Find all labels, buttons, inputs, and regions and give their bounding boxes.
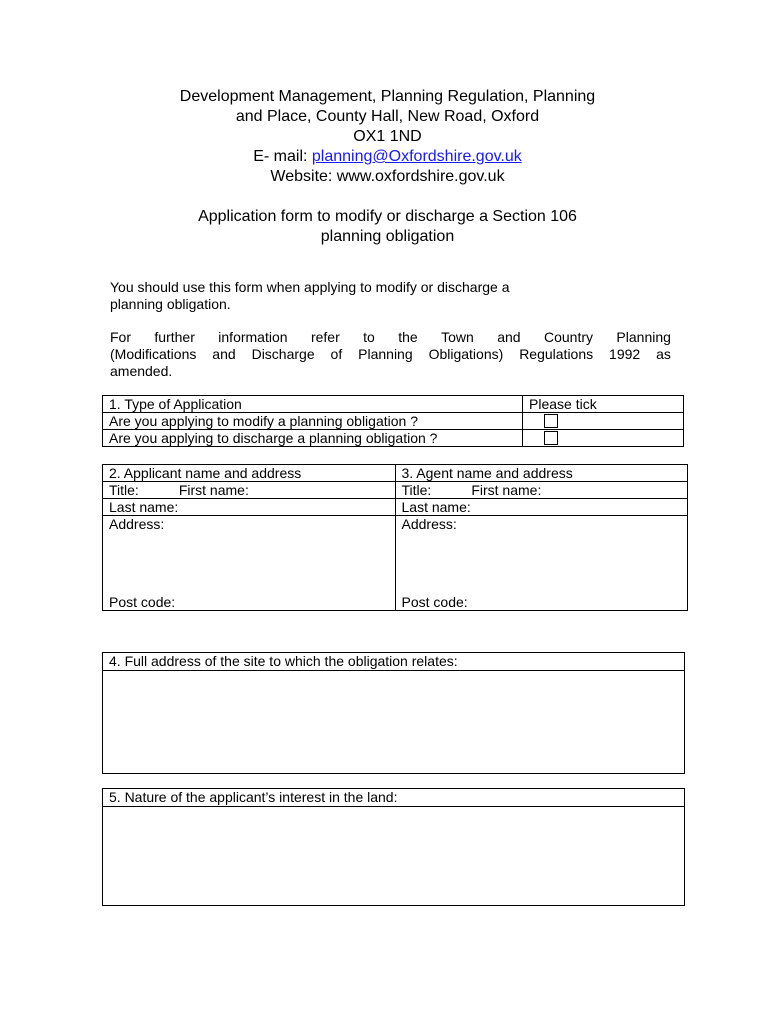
further-word: Planning [358, 346, 413, 362]
form-title-line-2: planning obligation [320, 228, 455, 245]
further-word: further [154, 329, 195, 345]
applicant-agent-table [102, 464, 688, 611]
further-word: and [497, 329, 521, 345]
applicant-last-name-field[interactable]: Last name: [103, 499, 396, 516]
section1-heading: 1. Type of Application [103, 396, 523, 413]
applicant-title-label: Title: [109, 482, 139, 498]
discharge-tick-cell [523, 430, 684, 447]
email-line [100, 147, 675, 167]
further-line-2 [110, 346, 671, 363]
further-word: information [218, 329, 288, 345]
address-postcode: OX1 1ND [353, 128, 422, 145]
please-tick-heading: Please tick [523, 396, 684, 413]
modify-question: Are you applying to modify a planning obligation ? [103, 413, 523, 430]
agent-address-field[interactable]: Address: [395, 516, 688, 595]
further-word: For [110, 329, 131, 345]
further-word: as [656, 346, 671, 362]
further-word: the [398, 329, 418, 345]
applicant-address-field[interactable]: Address: [103, 516, 396, 595]
agent-title-row[interactable] [395, 482, 688, 499]
applicant-first-name-label: First name: [178, 482, 249, 498]
applicant-interest-heading: 5. Nature of the applicant’s interest in the land: [103, 789, 684, 807]
email-label: E- mail: [253, 148, 312, 165]
further-word: Country [543, 329, 594, 345]
discharge-question: Are you applying to discharge a planning obligation ? [103, 430, 523, 447]
agent-post-code-field[interactable]: Post code: [395, 594, 688, 611]
address-line-2: and Place, County Hall, New Road, Oxford [235, 108, 540, 125]
further-information-text [110, 329, 671, 380]
further-line-3: amended. [110, 363, 173, 379]
further-word: (Modifications [110, 346, 197, 362]
further-line-1 [110, 329, 671, 346]
applicant-title-row[interactable] [103, 482, 396, 499]
form-title [100, 207, 675, 247]
type-of-application-table [102, 395, 684, 447]
further-word: 1992 [609, 346, 641, 362]
further-word: and [212, 346, 236, 362]
further-word: to [363, 329, 375, 345]
further-word: Discharge [251, 346, 315, 362]
applicant-interest-input[interactable] [103, 807, 684, 905]
applicant-interest-box [102, 788, 685, 906]
agent-first-name-label: First name: [471, 482, 542, 498]
intro-line-1: You should use this form when applying to modify or discharge a [110, 279, 510, 295]
council-address-header [100, 87, 675, 187]
email-link[interactable]: planning@Oxfordshire.gov.uk [311, 148, 522, 165]
modify-tick-cell [523, 413, 684, 430]
site-address-input[interactable] [103, 671, 684, 773]
further-word: refer [310, 329, 340, 345]
agent-heading: 3. Agent name and address [395, 465, 688, 482]
further-word: Planning [616, 329, 671, 345]
agent-last-name-field[interactable]: Last name: [395, 499, 688, 516]
modify-checkbox[interactable] [544, 414, 558, 428]
discharge-checkbox[interactable] [544, 431, 558, 445]
website-line: Website: www.oxfordshire.gov.uk [270, 168, 505, 185]
further-word: Town [441, 329, 474, 345]
further-word: Regulations [519, 346, 594, 362]
form-title-line-1: Application form to modify or discharge a Section 106 [198, 208, 577, 225]
intro-text [110, 279, 670, 313]
intro-line-2: planning obligation. [110, 296, 231, 312]
applicant-heading: 2. Applicant name and address [103, 465, 396, 482]
site-address-box [102, 652, 685, 774]
further-word: of [330, 346, 343, 362]
site-address-heading: 4. Full address of the site to which the obligation relates: [103, 653, 684, 671]
agent-title-label: Title: [401, 482, 432, 498]
address-line-1: Development Management, Planning Regulation, Planning [179, 88, 596, 105]
applicant-post-code-field[interactable]: Post code: [103, 594, 396, 611]
further-word: Obligations) [428, 346, 504, 362]
